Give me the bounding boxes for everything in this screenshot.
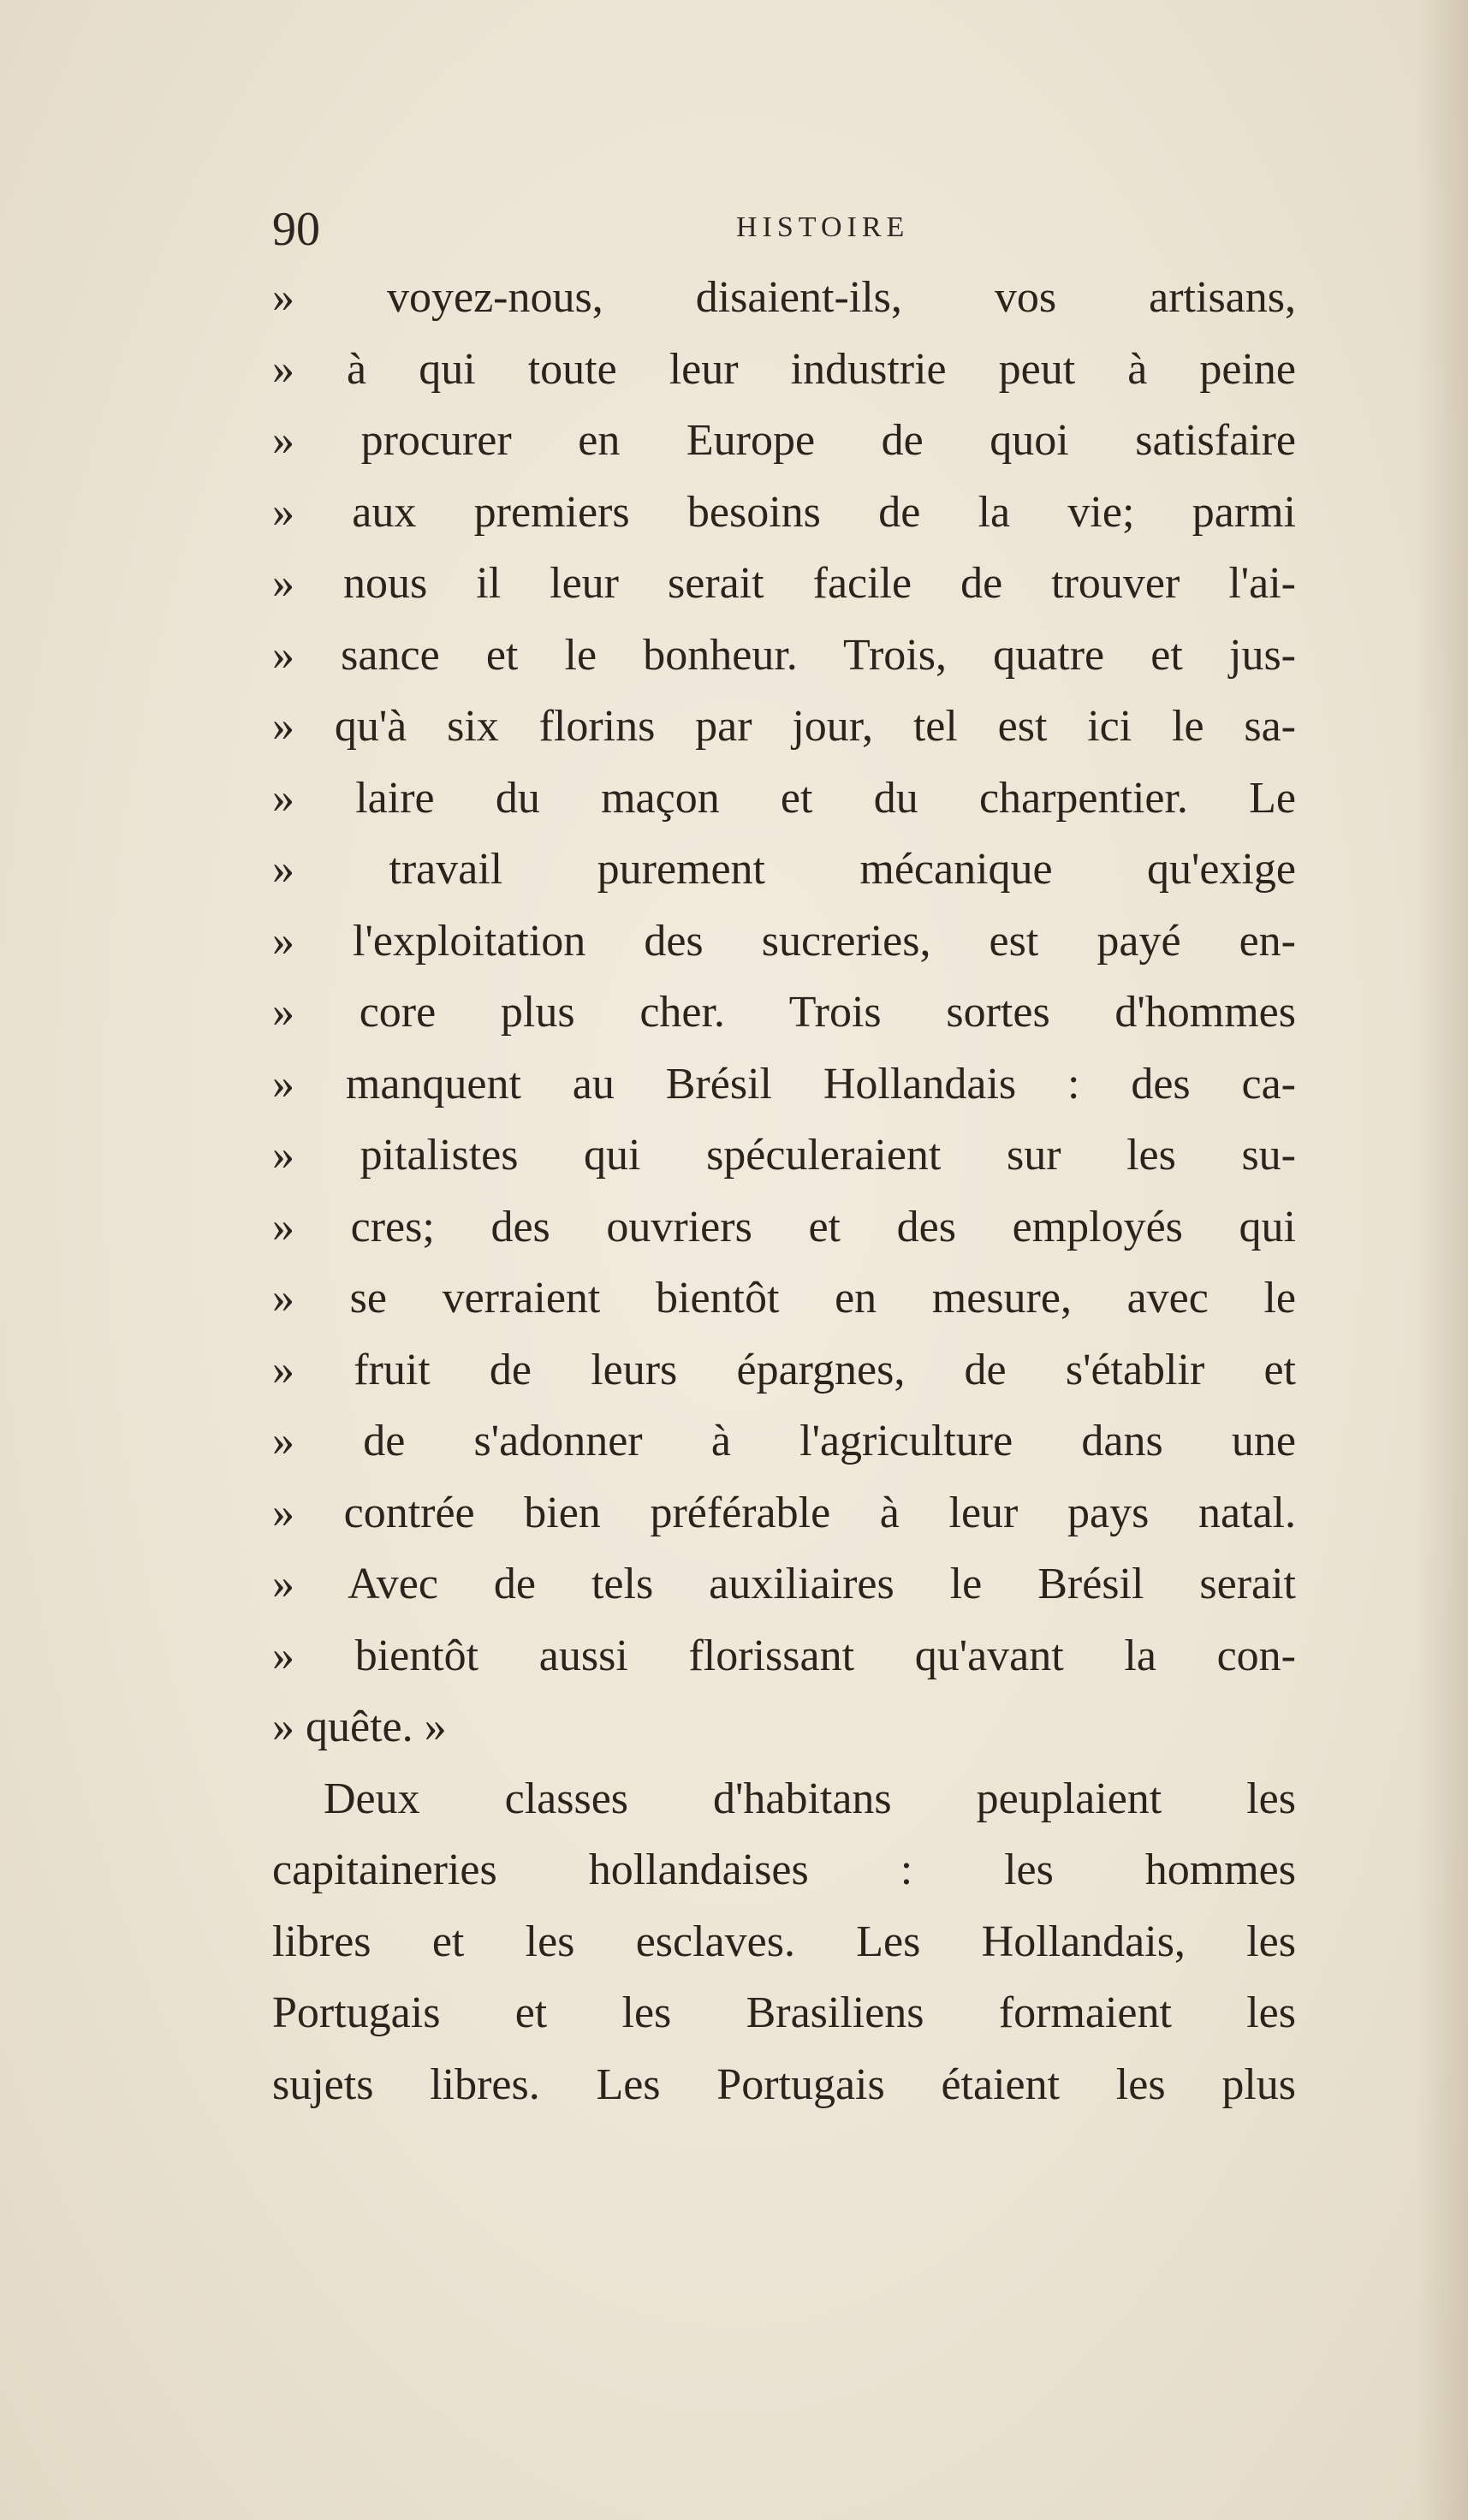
text-line: » se verraient bientôt en mesure, avec le [272, 1274, 1296, 1322]
text-line: » procurer en Europe de quoi satisfaire [272, 416, 1296, 465]
text-line: » aux premiers besoins de la vie; parmi [272, 487, 1296, 537]
text-line: » bientôt aussi florissant qu'avant la con- [272, 1631, 1296, 1680]
text-line: » sance et le bonheur. Trois, quatre et jus- [272, 630, 1296, 680]
body-text [272, 262, 1296, 2120]
text-line: » qu'à six florins par jour, tel est ici le sa- [272, 702, 1296, 751]
text-line: » quête. » [272, 1703, 447, 1751]
page-number: 90 [272, 203, 320, 256]
text-line: » Avec de tels auxiliaires le Brésil serait [272, 1560, 1296, 1608]
text-line: capitaineries hollandaises : les hommes [272, 1845, 1296, 1894]
text-line: libres et les esclaves. Les Hollandais, les [272, 1917, 1296, 1966]
page-header [272, 195, 1299, 264]
paragraph-first-line: Deux classes d'habitans peuplaient les [324, 1774, 1296, 1823]
text-line: » travail purement mécanique qu'exige [272, 845, 1296, 894]
text-line: » pitalistes qui spéculeraient sur les su- [272, 1131, 1296, 1180]
text-line: » manquent au Brésil Hollandais : des ca- [272, 1059, 1296, 1108]
text-line: Portugais et les Brasiliens formaient les [272, 1988, 1296, 2037]
text-line: » laire du maçon et du charpentier. Le [272, 773, 1296, 823]
text-line: » fruit de leurs épargnes, de s'établir et [272, 1345, 1296, 1394]
running-head: HISTOIRE [736, 211, 910, 243]
text-line: sujets libres. Les Portugais étaient les plus [272, 2059, 1296, 2109]
text-line: » nous il leur serait facile de trouver l'ai- [272, 559, 1296, 608]
text-line: » de s'adonner à l'agriculture dans une [272, 1417, 1296, 1465]
text-line: » contrée bien préférable à leur pays natal. [272, 1488, 1296, 1537]
text-line: » l'exploitation des sucreries, est payé en- [272, 916, 1296, 966]
text-line: » voyez-nous, disaient-ils, vos artisans, [272, 273, 1296, 322]
text-line: » à qui toute leur industrie peut à peine [272, 344, 1296, 394]
text-line: » cres; des ouvriers et des employés qui [272, 1202, 1296, 1251]
page-edge-shadow [1417, 0, 1468, 2520]
text-line: » core plus cher. Trois sortes d'hommes [272, 988, 1296, 1037]
